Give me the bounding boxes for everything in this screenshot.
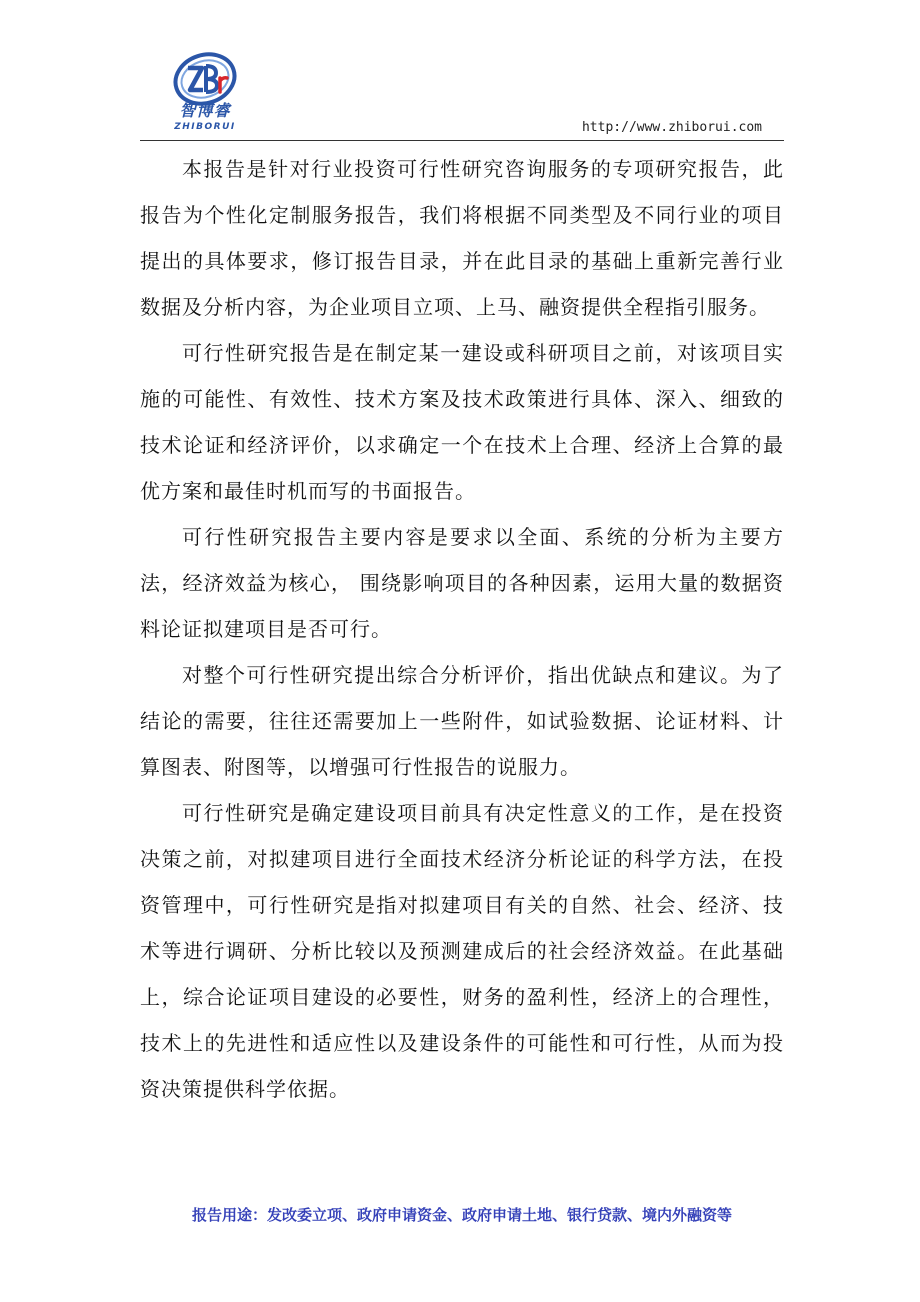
report-usage-footer: 报告用途：发改委立项、政府申请资金、政府申请土地、银行贷款、境内外融资等: [191, 1206, 732, 1224]
logo-english-name: ZHIBORUI: [174, 122, 236, 132]
paragraph-evaluation: 对整个可行性研究提出综合分析评价，指出优缺点和建议。为了结论的需要，往往还需要加上一些附件，如试验数据、论证材料、计算图表、附图等，以增强可行性报告的说服力。: [140, 663, 784, 779]
logo-chinese-name: 智博睿: [179, 101, 231, 120]
paragraph-main-content: 可行性研究报告主要内容是要求以全面、系统的分析为主要方法，经济效益为核心， 围绕影响项目的各种因素，运用大量的数据资料论证拟建项目是否可行。: [140, 525, 784, 641]
document-body: [140, 146, 784, 1112]
paragraph-significance: 可行性研究是确定建设项目前具有决定性意义的工作，是在投资决策之前，对拟建项目进行全面技术经济分析论证的科学方法，在投资管理中，可行性研究是指对拟建项目有关的自然、社会、经济、技术等进行调研、分析比较以及预测建成后的社会经济效益。在此基础上，综合论证项目建设的必要性，财务的盈利性，经济上的合理性，技术上的先进性和适应性以及建设条件的可能性和可行性，从而为投资决策提供科学依据。: [140, 801, 784, 1101]
header-divider: [140, 140, 784, 141]
paragraph-intro: 本报告是针对行业投资可行性研究咨询服务的专项研究报告，此报告为个性化定制服务报告，我们将根据不同类型及不同行业的项目提出的具体要求，修订报告目录，并在此目录的基础上重新完善行业数据及分析内容，为企业项目立项、上马、融资提供全程指引服务。: [140, 157, 784, 319]
website-url[interactable]: http://www.zhiborui.com: [581, 120, 762, 135]
company-logo: [162, 50, 248, 136]
paragraph-definition: 可行性研究报告是在制定某一建设或科研项目之前，对该项目实施的可能性、有效性、技术方案及技术政策进行具体、深入、细致的技术论证和经济评价，以求确定一个在技术上合理、经济上合算的最优方案和最佳时机而写的书面报告。: [140, 341, 784, 503]
page-header: [140, 50, 784, 142]
zbr-logo-icon: [172, 50, 238, 108]
